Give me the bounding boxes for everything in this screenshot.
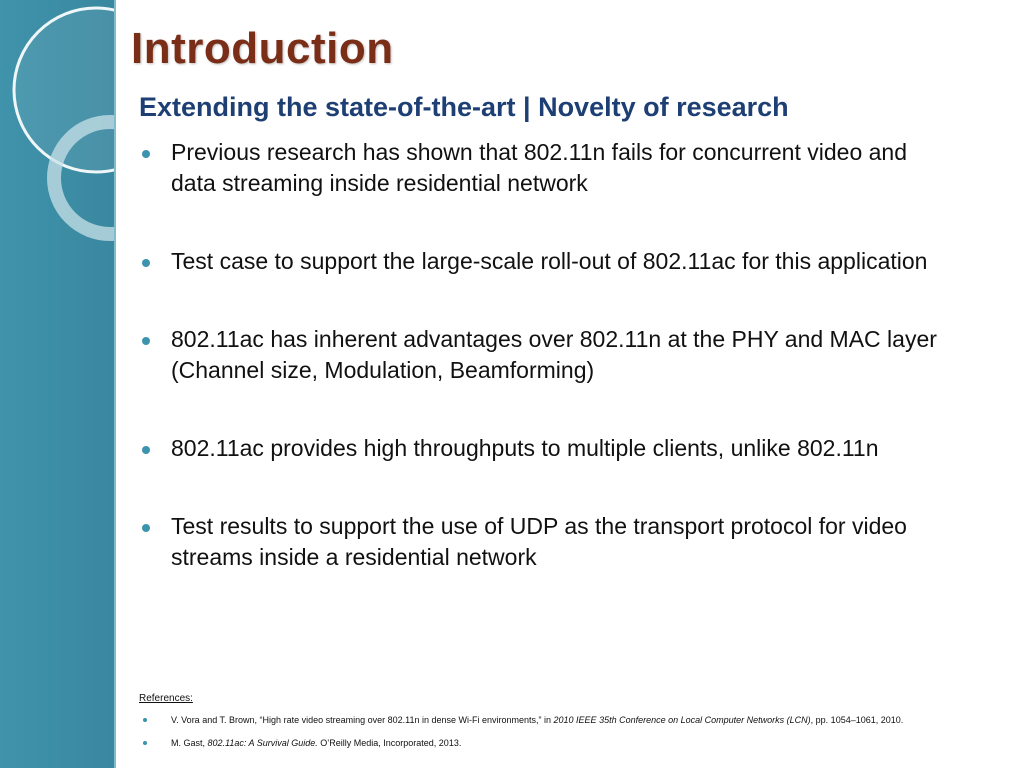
bullet-text: Previous research has shown that 802.11n fails for concurrent video and data streaming inside residential network — [171, 139, 907, 196]
reference-text: , pp. 1054–1061, 2010. — [810, 715, 904, 725]
bullet-item — [140, 246, 940, 277]
bullet-text: Test case to support the large-scale roll-out of 802.11ac for this application — [171, 248, 928, 274]
bullet-text: Test results to support the use of UDP as the transport protocol for video streams inside a residential network — [171, 513, 907, 570]
references-heading: References: — [139, 693, 193, 704]
bullet-dot-icon — [142, 259, 150, 267]
bullet-item — [140, 324, 940, 386]
bullet-dot-icon — [142, 446, 150, 454]
bullet-dot-icon — [142, 150, 150, 158]
reference-venue: 2010 IEEE 35th Conference on Local Computer Networks (LCN) — [553, 715, 811, 725]
slide-title: Introduction — [131, 24, 394, 73]
bullet-dot-icon — [142, 524, 150, 532]
reference-venue: 802.11ac: A Survival Guide. — [207, 738, 318, 748]
reference-item — [140, 714, 940, 726]
reference-text: V. Vora and T. Brown, “High rate video streaming over 802.11n in dense Wi-Fi environments,” in — [171, 715, 554, 725]
bullet-dot-icon — [142, 337, 150, 345]
reference-item — [140, 737, 940, 749]
bullet-list — [140, 137, 940, 620]
sidebar-edge-line — [114, 0, 116, 768]
bullet-text: 802.11ac has inherent advantages over 802.11n at the PHY and MAC layer (Channel size, Modulation, Beamforming) — [171, 326, 937, 383]
bullet-item — [140, 433, 940, 464]
bullet-item — [140, 511, 940, 573]
reference-text: M. Gast, — [171, 738, 208, 748]
reference-text: O’Reilly Media, Incorporated, 2013. — [317, 738, 462, 748]
bullet-text: 802.11ac provides high throughputs to multiple clients, unlike 802.11n — [171, 435, 879, 461]
bullet-dot-icon — [143, 718, 147, 722]
bullet-dot-icon — [143, 741, 147, 745]
sidebar-decoration — [0, 0, 114, 768]
bullet-item — [140, 137, 940, 199]
references-list — [140, 714, 940, 760]
circle-decoration — [0, 0, 114, 768]
slide-subtitle: Extending the state-of-the-art | Novelty of research — [139, 92, 789, 122]
